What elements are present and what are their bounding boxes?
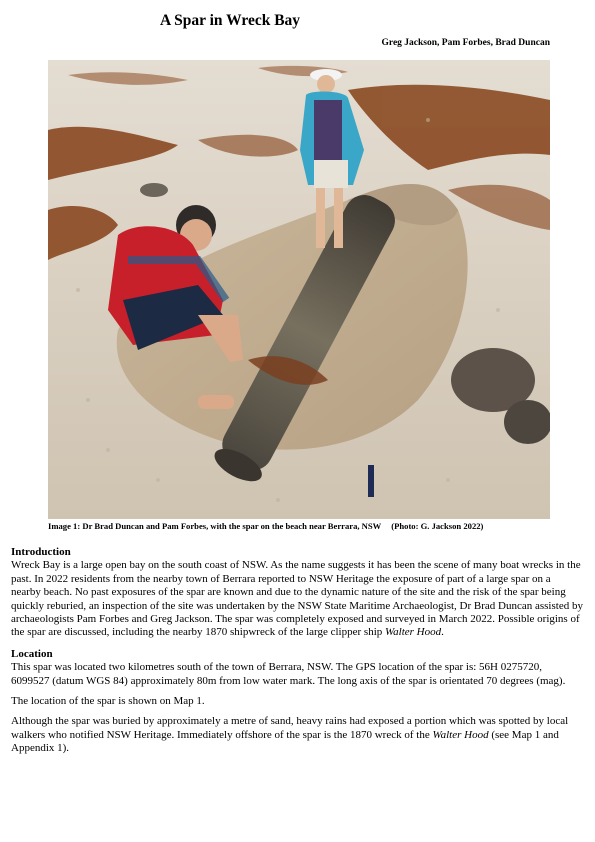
ship-name: Walter Hood: [385, 626, 442, 639]
location-paragraph-3: Although the spar was buried by approximately a metre of sand, heavy rains had exposed a portion which was spotted by local walkers who notified NSW Heritage. Immediately offshore of the spar is the 1870 wreck of the Walter Hood (see Map 1 and Appendix 1).: [11, 715, 569, 755]
figure-caption: [48, 521, 558, 531]
article-body: [11, 546, 583, 764]
page-title: A Spar in Wreck Bay: [159, 12, 301, 29]
beach-spar-photo: [48, 60, 550, 519]
location-paragraph-2: The location of the spar is shown on Map 1.: [11, 695, 205, 708]
introduction-paragraph: Wreck Bay is a large open bay on the south coast of NSW. As the name suggests it has been the scene of many boat wrecks in the past. In 2022 residents from the nearby town of Berrara reported to NSW Heritage the exposure of part of a large spar on a nearby beach. No past exposures of the spar are known and due to the dynamic nature of the site and the risk of the spar being quickly reburied, an inspection of the site was undertaken by the NSW State Maritime Archaeologist, Dr Brad Duncan assisted by archaeologists Pam Forbes and Greg Jackson. The spar was completely exposed and surveyed in March 2022. Possible origins of the spar are discussed, including the nearby 1870 shipwreck of the large clipper ship Walter Hood.: [11, 559, 583, 639]
ship-name: Walter Hood: [432, 728, 489, 741]
location-paragraph-1: This spar was located two kilometres south of the town of Berrara, NSW. The GPS location of the spar is: 56H 0275720, 6099527 (datum WGS 84) approximately 80m from low water mark. The long axis of the spar is orientated 70 degrees (mag).: [11, 661, 566, 687]
caption-text: Image 1: Dr Brad Duncan and Pam Forbes, with the spar on the beach near Berrara, NSW: [48, 521, 382, 531]
introduction-heading: Introduction: [11, 546, 71, 558]
photo-credit: (Photo: G. Jackson 2022): [391, 521, 484, 531]
location-heading: Location: [11, 647, 53, 660]
author-line: Greg Jackson, Pam Forbes, Brad Duncan: [381, 38, 550, 48]
